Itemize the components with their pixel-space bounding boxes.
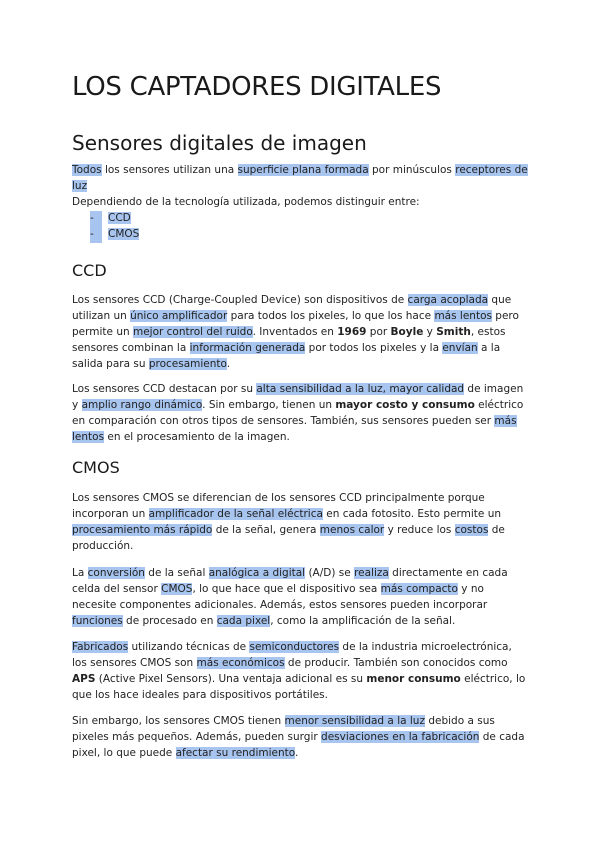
bold-text: APS xyxy=(72,672,96,685)
highlight: CMOS xyxy=(161,582,193,595)
highlight: menor sensibilidad a la luz xyxy=(284,715,425,727)
text-run: directamente en cada celda del sensor xyxy=(72,567,508,595)
text-run: de producción. xyxy=(72,523,505,552)
highlight: afectar su rendimiento xyxy=(175,746,296,759)
text-run: en cada fotosito. Esto permite un xyxy=(322,507,502,520)
cmos-paragraph-3 xyxy=(72,640,528,704)
text-run: por xyxy=(366,325,391,338)
text-run: por todos los pixeles y la xyxy=(305,341,443,354)
text-run: . Sin embargo, tienen un xyxy=(202,398,336,411)
text-run: eléctrico en comparación con otros tipos de sensores. También, sus sensores pueden ser xyxy=(72,398,524,427)
text-run: en el procesamiento de la imagen. xyxy=(104,430,290,443)
section-heading: Sensores digitales de imagen xyxy=(72,131,367,155)
highlight: mejor control del ruido xyxy=(132,325,253,338)
intro-block xyxy=(72,163,528,243)
bold-text: mayor costo y consumo xyxy=(335,398,475,411)
highlight: más lentos xyxy=(72,414,517,443)
text-run: . xyxy=(226,357,231,370)
text-run: . xyxy=(295,746,299,759)
text-run: de producir. También son conocidos como xyxy=(284,656,508,669)
sensor-type-list xyxy=(72,211,528,243)
highlight: carga acoplada xyxy=(407,294,489,306)
highlight: receptores de luz xyxy=(72,164,528,192)
text-run: Los sensores CMOS se diferencian de los sensores CCD principalmente porque incorporan un xyxy=(72,492,485,520)
text-run: pero permite un xyxy=(72,309,519,338)
list-item-label: CCD xyxy=(108,211,131,224)
text-run: y xyxy=(423,325,437,338)
text-run: utilizando técnicas de xyxy=(128,641,250,653)
ccd-heading: CCD xyxy=(72,261,107,280)
highlight: cada pixel xyxy=(216,614,271,627)
list-item-label: CMOS xyxy=(108,227,140,240)
highlight: más lentos xyxy=(434,309,492,322)
dash-bullet: - xyxy=(90,227,102,243)
highlight: costos xyxy=(454,523,489,536)
text-run: debido a sus pixeles más pequeños. Además, pueden surgir xyxy=(72,715,495,743)
text-run: por minúsculos xyxy=(368,164,456,176)
text-run: de la señal xyxy=(144,567,209,579)
highlight: analógica a digital xyxy=(208,567,306,579)
text-run: y no necesite componentes adicionales. Además, estos sensores pueden incorporar xyxy=(72,582,488,611)
text-run: y reduce los xyxy=(384,523,455,536)
text-run: , como la amplificación de la señal. xyxy=(270,614,456,627)
highlight: realiza xyxy=(354,567,389,579)
text-run: eléctrico, lo que los hace ideales para dispositivos portátiles. xyxy=(72,672,526,701)
text-run: La xyxy=(72,567,88,579)
cmos-paragraph-1 xyxy=(72,491,528,555)
text-run: , estos sensores combinan la xyxy=(72,325,506,354)
text-run: que utilizan un xyxy=(72,294,512,322)
cmos-paragraph-2 xyxy=(72,566,528,630)
highlight: conversión xyxy=(87,567,145,579)
highlight: procesamiento más rápido xyxy=(72,523,213,536)
text-run: de cada pixel, lo que puede xyxy=(72,730,525,759)
text-run: Los sensores CCD (Charge-Coupled Device) son dispositivos de xyxy=(72,294,408,306)
highlight: funciones xyxy=(72,614,123,627)
highlight: más económicos xyxy=(196,656,285,669)
highlight: amplio rango dinámico xyxy=(81,398,203,411)
bold-text: Boyle xyxy=(390,325,424,338)
highlight: superficie plana formada xyxy=(237,164,369,176)
text-run: de la industria microelectrónica, los sensores CMOS son xyxy=(72,641,512,669)
intro-paragraph-2: Dependiendo de la tecnología utilizada, podemos distinguir entre: xyxy=(72,195,420,208)
text-run: (Active Pixel Sensors). Una ventaja adicional es su xyxy=(95,672,367,685)
bold-text: menor consumo xyxy=(366,672,461,685)
bold-text: Smith xyxy=(436,325,471,338)
document-title: LOS CAPTADORES DIGITALES xyxy=(72,72,442,102)
ccd-paragraph-1 xyxy=(72,293,528,373)
text-run: de procesado en xyxy=(122,614,217,627)
highlight: más compacto xyxy=(380,582,458,595)
highlight: menos calor xyxy=(319,523,385,536)
ccd-paragraph-2 xyxy=(72,382,528,446)
text-run: los sensores utilizan una xyxy=(101,164,238,176)
text-run: (A/D) se xyxy=(305,567,355,579)
list-item xyxy=(90,211,528,227)
text-run: para todos los pixeles, lo que los hace xyxy=(227,309,435,322)
highlight: Fabricados xyxy=(72,641,129,653)
cmos-paragraph-4 xyxy=(72,714,528,762)
highlight: Todos xyxy=(72,164,102,176)
list-item xyxy=(90,227,528,243)
dash-bullet: - xyxy=(90,211,102,227)
highlight: único amplificador xyxy=(130,309,228,322)
text-run: , lo que hace que el dispositivo sea xyxy=(192,582,381,595)
highlight: amplificador de la señal eléctrica xyxy=(148,507,323,520)
highlight: envían xyxy=(442,341,478,354)
text-run: de imagen y xyxy=(72,383,524,411)
bold-text: 1969 xyxy=(337,325,367,338)
text-run: a la salida para su xyxy=(72,341,501,370)
text-run: Los sensores CCD destacan por su xyxy=(72,383,257,395)
highlight: procesamiento xyxy=(148,357,227,370)
highlight: alta sensibilidad a la luz, mayor calidad xyxy=(256,383,465,395)
cmos-heading: CMOS xyxy=(72,458,120,477)
text-run: Sin embargo, los sensores CMOS tienen xyxy=(72,715,285,727)
highlight: desviaciones en la fabricación xyxy=(321,730,480,743)
text-run: de la señal, genera xyxy=(212,523,320,536)
intro-paragraph xyxy=(72,163,528,195)
text-run: . Inventados en xyxy=(252,325,338,338)
highlight: semiconductores xyxy=(249,641,340,653)
highlight: información generada xyxy=(189,341,306,354)
